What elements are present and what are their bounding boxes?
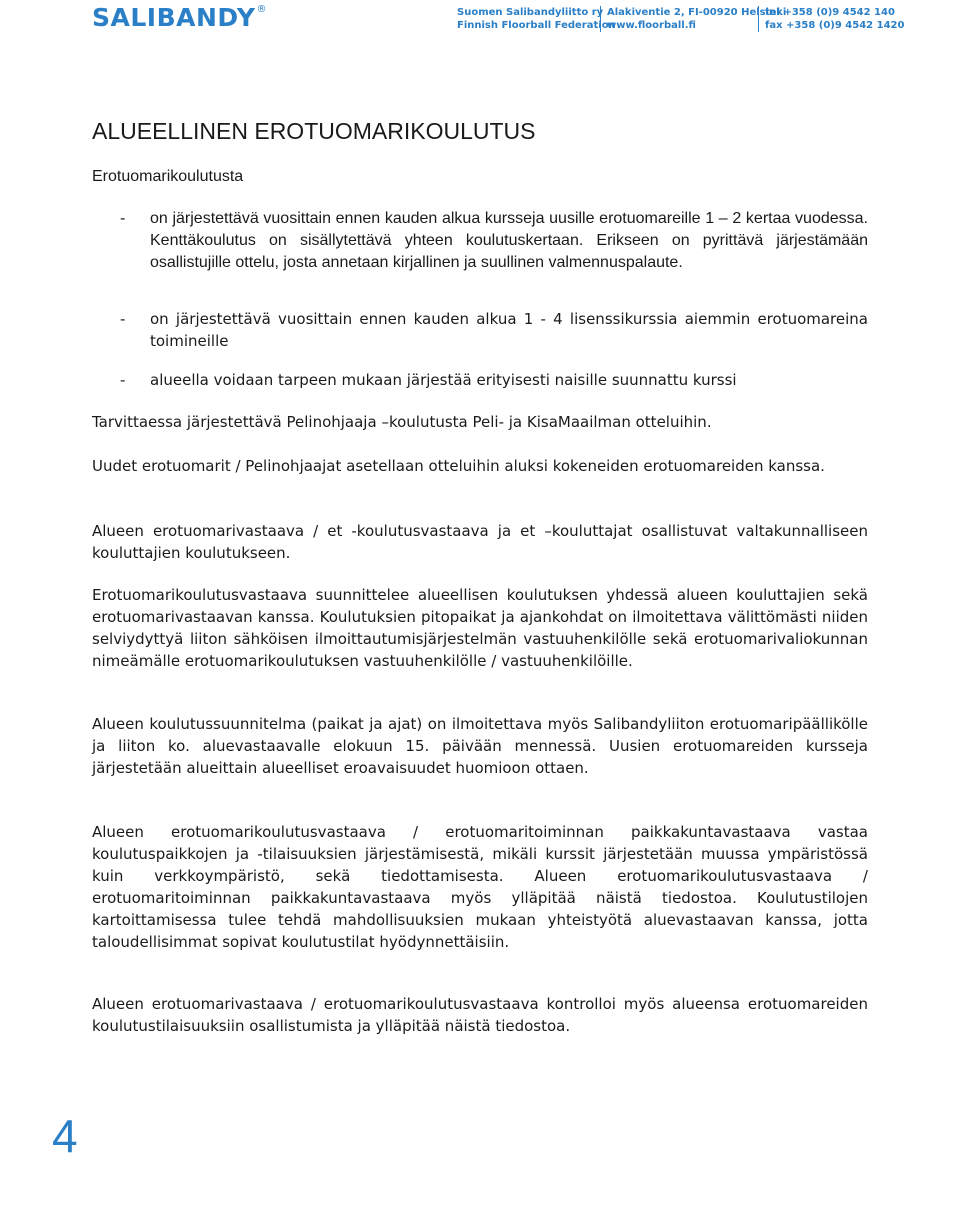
fax-number: fax +358 (0)9 4542 1420 [765, 20, 905, 31]
bullet-item [120, 308, 868, 352]
website: www.floorball.fi [607, 20, 696, 31]
document-subtitle: Erotuomarikoulutusta [92, 168, 244, 185]
bullet-dash: - [120, 371, 126, 389]
org-name-en: Finnish Floorball Federation [457, 20, 616, 31]
bullet-text: on järjestettävä vuosittain ennen kauden alkua 1 - 4 lisenssikurssia aiemmin erotuomareina toimineille [150, 310, 868, 350]
paragraph: Alueen koulutussuunnitelma (paikat ja ajat) on ilmoitettava myös Salibandyliiton erotuomaripäällikölle ja liiton ko. aluevastaavalle elokuun 15. päivään mennessä. Uusien erotuomareiden kursseja järjestetään alueittain alueelliset eroavaisuudet huomioon ottaen. [92, 715, 868, 777]
bullet-item [120, 208, 868, 274]
paragraph: Tarvittaessa järjestettävä Pelinohjaaja –koulutusta Peli- ja KisaMaailman otteluihin. [92, 413, 712, 431]
street-address: Alakiventie 2, FI-00920 Helsinki [607, 7, 787, 18]
org-name-fi: Suomen Salibandyliitto ry [457, 7, 604, 18]
letterhead [0, 0, 960, 40]
document-title: ALUEELLINEN EROTUOMARIKOULUTUS [92, 118, 536, 144]
page-number: 4 [52, 1110, 78, 1162]
bullet-dash: - [120, 210, 126, 227]
paragraph: Alueen erotuomarivastaava / et -koulutusvastaava ja et –kouluttajat osallistuvat valtakunnalliseen kouluttajien koulutukseen. [92, 522, 868, 562]
paragraph: Uudet erotuomarit / Pelinohjaajat asetellaan otteluihin aluksi kokeneiden erotuomareiden kanssa. [92, 457, 825, 475]
bullet-text: on järjestettävä vuosittain ennen kauden alkua kursseja uusille erotuomareille 1 – 2 kertaa vuodessa. Kenttäkoulutus on sisällytettävä yhteen koulutuskertaan. Erikseen on pyrittävä järjestämään osallistujille ottelu, josta annetaan kirjallinen ja suullinen valmennuspalaute. [150, 210, 868, 271]
bullet-text: alueella voidaan tarpeen mukaan järjestää erityisesti naisille suunnattu kurssi [150, 371, 737, 389]
organization-contact [758, 6, 904, 32]
phone-number: tel +358 (0)9 4542 140 [765, 7, 895, 18]
bullet-dash: - [120, 310, 126, 328]
registered-mark: ® [256, 4, 267, 15]
logo-text: SALIBANDY [92, 3, 256, 32]
paragraph: Alueen erotuomarivastaava / erotuomarikoulutusvastaava kontrolloi myös alueensa erotuomareiden koulutustilaisuuksiin osallistumista ja ylläpitää näistä tiedostoa. [92, 995, 868, 1035]
organization-name [457, 6, 616, 32]
paragraph: Erotuomarikoulutusvastaava suunnittelee alueellisen koulutuksen yhdessä alueen kouluttajien sekä erotuomarivastaavan kanssa. Koulutuksien pitopaikat ja ajankohdat on ilmoitettava välittömästi niiden selviydyttyä liiton sähköisen ilmoittautumisjärjestelmän vastuuhenkilölle sekä erotuomarivaliokunnan nimeämälle erotuomarikoulutuksen vastuuhenkilölle / vastuuhenkilöille. [92, 586, 868, 670]
bullet-item [120, 369, 868, 391]
paragraph: Alueen erotuomarikoulutusvastaava / erotuomaritoiminnan paikkakuntavastaava vastaa koulutuspaikkojen ja -tilaisuuksien järjestämisestä, mikäli kurssit järjestetään muussa ympäristössä kuin verkkoympäristö, sekä tiedottamisesta. Alueen erotuomarikoulutusvastaava / erotuomaritoiminnan paikkakuntavastaava myös ylläpitää näistä tiedostoa. Koulutustilojen kartoittamisessa tulee tehdä mahdollisuuksien mukaan yhteistyötä aluevastaavan kanssa, jotta taloudellisimmat sopivat koulutustilat hyödynnettäisiin. [92, 823, 868, 951]
salibandy-logo [92, 4, 266, 34]
